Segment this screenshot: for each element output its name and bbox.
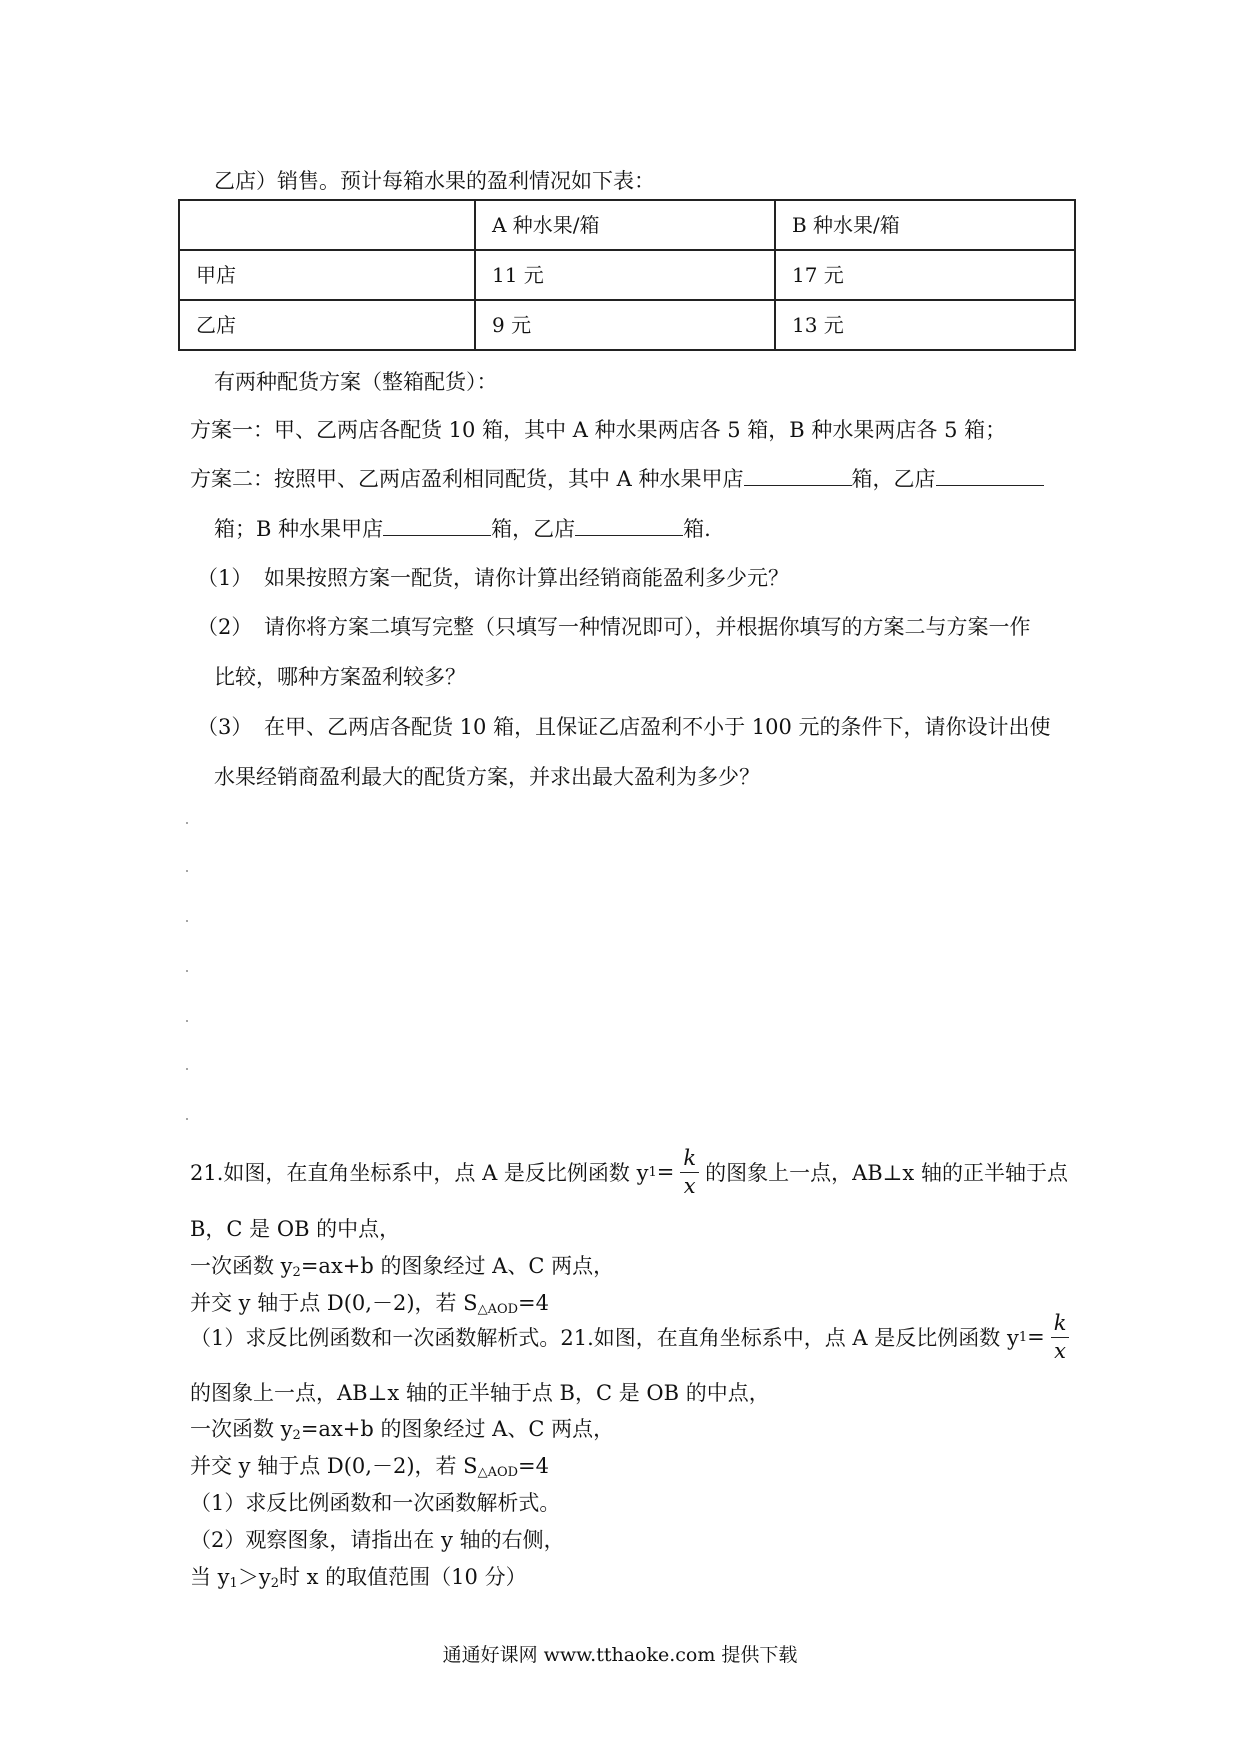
scan-dot: [186, 870, 188, 872]
p21-line3: 一次函数 $y_2=ax+b$ 的图象经过 A、C 两点，: [190, 1254, 615, 1280]
table-cell: 乙店: [179, 300, 475, 350]
scan-dot: [186, 1118, 188, 1120]
scan-dot: [186, 822, 188, 824]
table-cell: A 种水果/箱: [475, 200, 775, 250]
question-text: 如果按照方案一配货，请你计算出经销商能盈利多少元？: [264, 566, 789, 590]
scan-dot: [186, 1068, 188, 1070]
question-number: （1）: [197, 566, 253, 590]
blank-a-yi[interactable]: [936, 465, 1044, 486]
plan-two-line2: 箱；B 种水果甲店 箱，乙店 箱.: [214, 517, 711, 541]
question-text: 比较，哪种方案盈利较多？: [214, 665, 466, 689]
question-text: 请你将方案二填写完整（只填写一种情况即可），并根据你填写的方案二与方案一作: [264, 615, 1031, 639]
table-row: [179, 300, 1075, 350]
p21-line7: 一次函数 $y_2=ax+b$ 的图象经过 A、C 两点，: [190, 1417, 615, 1443]
question-text: 在甲、乙两店各配货 10 箱，且保证乙店盈利不小于 100 元的条件下，请你设计出使: [264, 715, 1051, 739]
p21-line1: 21.如图，在直角坐标系中，点 A 是反比例函数 y 1 = $\frac{k}{x}$ 的图象上一点，AB⊥x 轴的正半轴于点: [190, 1145, 1068, 1198]
table-row: [179, 250, 1075, 300]
plans-heading: 有两种配货方案（整箱配货）：: [214, 370, 498, 394]
p21-line5: （1）求反比例函数和一次函数解析式。21.如图，在直角坐标系中，点 A 是反比例函数 y 1 = $\frac{k}{x}$: [190, 1307, 1075, 1367]
blank-a-jia[interactable]: [744, 465, 852, 486]
table-cell: [179, 200, 475, 250]
fraction-k-over-x: $\frac{k}{x}$: [1051, 1313, 1070, 1362]
profit-table: [178, 199, 1076, 351]
p21-line2: B，C 是 OB 的中点，: [190, 1217, 401, 1241]
blank-b-yi[interactable]: [575, 515, 683, 536]
p21-line9: （1）求反比例函数和一次函数解析式。: [190, 1491, 561, 1515]
p21-line11: 当 $y_1>y_2$时 x 的取值范围（10 分）: [190, 1565, 527, 1591]
table-cell: B 种水果/箱: [775, 200, 1075, 250]
p21-line8: 并交 y 轴于点 D(0,－2)，若 $S_{\triangle AOD}=4$: [190, 1454, 550, 1480]
p21-line4: 并交 y 轴于点 D(0,－2)，若 $S_{\triangle AOD}=4$: [190, 1291, 550, 1317]
scan-dot: [186, 1020, 188, 1022]
plan-one: 方案一：甲、乙两店各配货 10 箱，其中 A 种水果两店各 5 箱，B 种水果两店各 5 箱；: [190, 418, 1007, 442]
fraction-k-over-x: $\frac{k}{x}$: [680, 1148, 699, 1197]
question-text: 水果经销商盈利最大的配货方案，并求出最大盈利为多少？: [214, 765, 760, 789]
blank-b-jia[interactable]: [383, 515, 491, 536]
p21-line6: 的图象上一点，AB⊥x 轴的正半轴于点 B，C 是 OB 的中点，: [190, 1381, 770, 1405]
page-footer: 通通好课网 www.tthaoke.com 提供下载: [442, 1644, 798, 1666]
table-cell: 17 元: [775, 250, 1075, 300]
table-cell: 9 元: [475, 300, 775, 350]
question-number: （3）: [197, 715, 253, 739]
table-header-row: [179, 200, 1075, 250]
table-cell: 甲店: [179, 250, 475, 300]
p21-line10: （2）观察图象，请指出在 y 轴的右侧，: [190, 1528, 565, 1552]
question-number: （2）: [197, 615, 253, 639]
intro-line: 乙店）销售。预计每箱水果的盈利情况如下表：: [214, 169, 655, 193]
scan-dot: [186, 970, 188, 972]
table-cell: 11 元: [475, 250, 775, 300]
plan-two-line1: 方案二：按照甲、乙两店盈利相同配货，其中 A 种水果甲店 箱，乙店: [190, 463, 1044, 493]
table-cell: 13 元: [775, 300, 1075, 350]
scan-dot: [186, 920, 188, 922]
